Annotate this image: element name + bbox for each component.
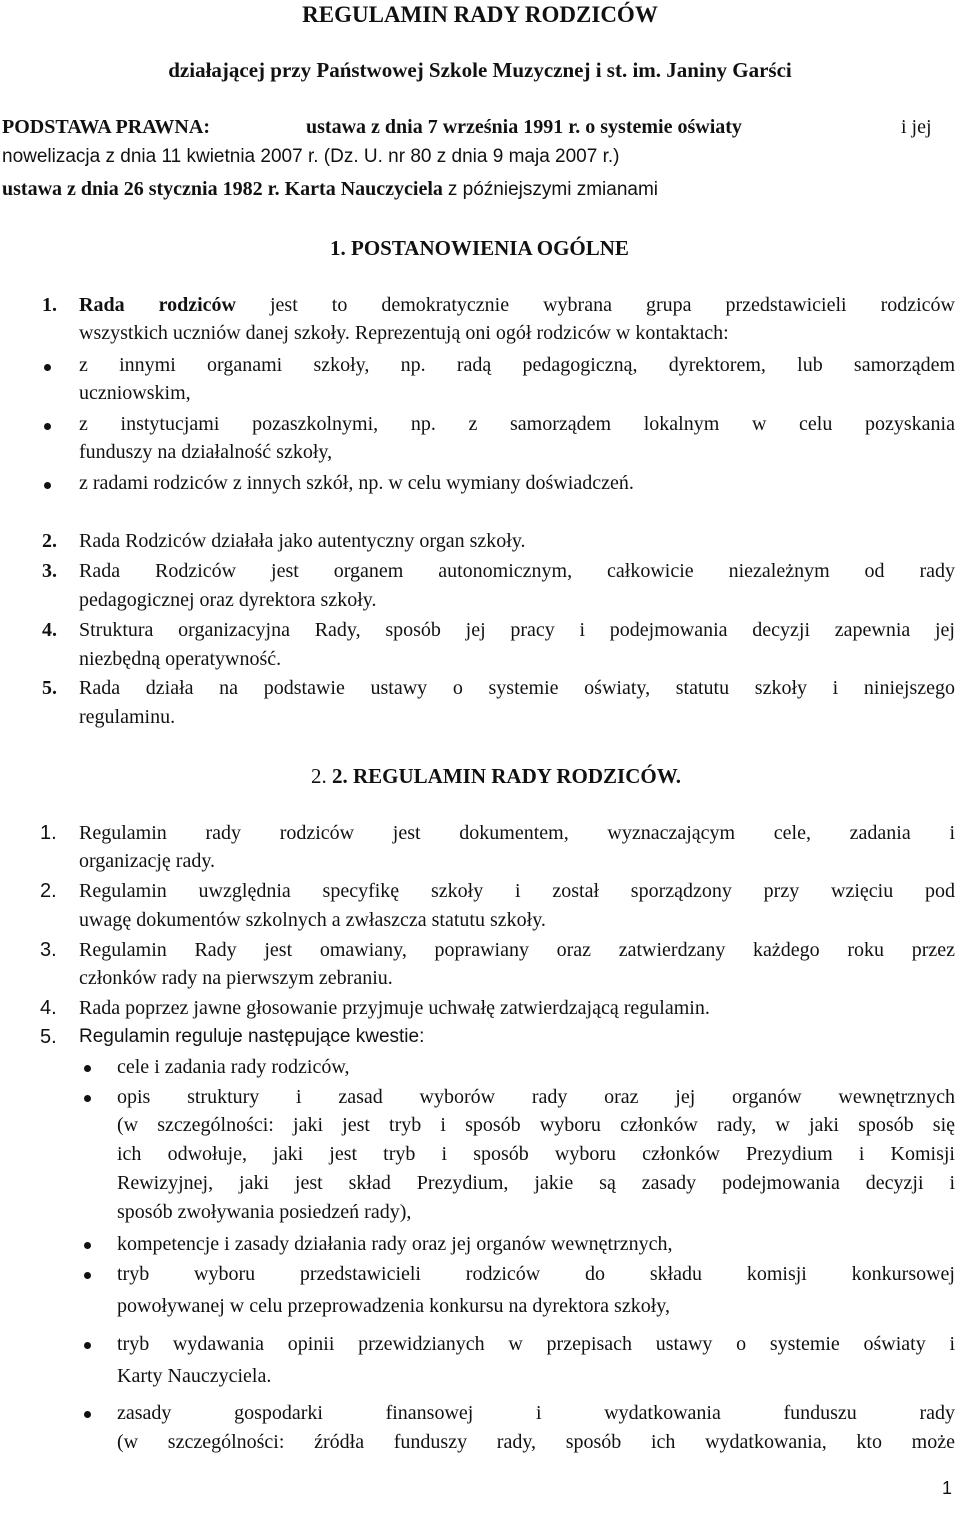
item-number: 5. (40, 1026, 57, 1048)
bullet-icon (44, 364, 51, 371)
bullet-text: zasady gospodarki finansowej i wydatkowania funduszu rady (117, 1402, 955, 1424)
page-number: 1 (941, 1478, 952, 1498)
bullet-text: sposób zwoływania posiedzeń rady), (117, 1201, 412, 1223)
item-number: 4. (40, 997, 57, 1019)
bullet-text: Rewizyjnej, jaki jest skład Prezydium, jakie są zasady podejmowania decyzji i (117, 1172, 955, 1194)
item-text: uwagę dokumentów szkolnych a zwłaszcza statutu szkoły. (79, 909, 546, 931)
item-text: Struktura organizacyjna Rady, sposób jej pracy i podejmowania decyzji zapewnia jej (79, 619, 955, 641)
item-text: Regulamin Rady jest omawiany, poprawiany oraz zatwierdzany każdego roku przez (79, 939, 955, 961)
item-text: Regulamin reguluje następujące kwestie: (79, 1026, 425, 1047)
bullet-icon (84, 1242, 91, 1249)
item-number: 3. (40, 939, 57, 961)
item-number: 1. (40, 822, 57, 844)
bullet-text: opis struktury i zasad wyborów rady oraz jej organów wewnętrznych (117, 1086, 955, 1108)
bullet-text: tryb wydawania opinii przewidzianych w przepisach ustawy o systemie oświaty i (117, 1333, 955, 1355)
section-1-para-1-line-1: Rada rodziców jest to demokratycznie wybrana grupa przedstawicieli rodziców (79, 294, 955, 316)
document-subtitle: działającej przy Państwowej Szkole Muzycznej i st. im. Janiny Garści (168, 58, 792, 82)
bullet-text: z radami rodziców z innych szkół, np. w celu wymiany doświadczeń. (79, 472, 634, 494)
bullet-text: ich odwołuje, jaki jest tryb i sposób wyboru członków Prezydium i Komisji (117, 1143, 955, 1165)
bullet-icon (84, 1342, 91, 1349)
bullet-text: z instytucjami pozaszkolnymi, np. z samorządem lokalnym w celu pozyskania (79, 413, 955, 435)
bullet-text: tryb wyboru przedstawicieli rodziców do składu komisji konkursowej (117, 1263, 955, 1285)
item-text: niezbędną operatywność. (79, 648, 282, 670)
document-title: REGULAMIN RADY RODZICÓW (302, 2, 658, 27)
bullet-text: Karty Nauczyciela. (117, 1365, 272, 1387)
bullet-text: cele i zadania rady rodziców, (117, 1056, 350, 1078)
legal-basis-act-2: ustawa z dnia 26 stycznia 1982 r. Karta Nauczyciela z późniejszymi zmianami (2, 178, 659, 200)
bullet-icon (84, 1095, 91, 1102)
item-number: 1. (42, 294, 57, 316)
bullet-icon (84, 1411, 91, 1418)
legal-basis-label: PODSTAWA PRAWNA: (2, 116, 210, 138)
item-text: Regulamin rady rodziców jest dokumentem, wyznaczającym cele, zadania i (79, 822, 955, 844)
legal-basis-act-1-end: i jej (901, 116, 932, 138)
item-text: Rada poprzez jawne głosowanie przyjmuje uchwałę zatwierdzającą regulamin. (79, 997, 710, 1019)
bullet-icon (44, 423, 51, 430)
legal-basis-amendment: nowelizacja z dnia 11 kwietnia 2007 r. (Dz. U. nr 80 z dnia 9 maja 2007 r.) (2, 146, 620, 167)
section-1-heading: 1. POSTANOWIENIA OGÓLNE (330, 236, 629, 260)
item-text: regulaminu. (79, 706, 176, 728)
bullet-text: uczniowskim, (79, 382, 191, 404)
bullet-icon (84, 1065, 91, 1072)
item-number: 2. (42, 530, 57, 552)
legal-basis-act-1: ustawa z dnia 7 września 1991 r. o systemie oświaty (306, 116, 742, 138)
bullet-text: (w szczególności: jaki jest tryb i sposób wyboru członków rady, w jaki sposób się (117, 1114, 955, 1136)
bullet-icon (84, 1272, 91, 1279)
item-text: Rada działa na podstawie ustawy o systemie oświaty, statutu szkoły i niniejszego (79, 677, 955, 699)
bullet-text: (w szczególności: źródła funduszy rady, sposób ich wydatkowania, kto może (117, 1431, 955, 1453)
bullet-text: powoływanej w celu przeprowadzenia konkursu na dyrektora szkoły, (117, 1295, 670, 1317)
item-number: 4. (42, 619, 57, 641)
bullet-text: z innymi organami szkoły, np. radą pedagogiczną, dyrektorem, lub samorządem (79, 354, 955, 376)
item-text: Rada Rodziców działała jako autentyczny organ szkoły. (79, 530, 526, 552)
item-text: Regulamin uwzględnia specyfikę szkoły i został sporządzony przy wzięciu pod (79, 880, 955, 902)
item-text: członków rady na pierwszym zebraniu. (79, 967, 393, 989)
item-number: 3. (42, 560, 57, 582)
item-text: pedagogicznej oraz dyrektora szkoły. (79, 589, 377, 611)
item-text: Rada Rodziców jest organem autonomicznym, całkowicie niezależnym od rady (79, 560, 955, 582)
item-text: organizację rady. (79, 850, 216, 872)
item-number: 5. (42, 677, 57, 699)
section-2-heading: 2. 2. REGULAMIN RADY RODZICÓW. (311, 764, 682, 788)
section-1-para-1-line-2: wszystkich uczniów danej szkoły. Reprezentują oni ogół rodziców w kontaktach: (79, 322, 729, 344)
bullet-text: kompetencje i zasady działania rady oraz jej organów wewnętrznych, (117, 1233, 673, 1255)
item-number: 2. (40, 880, 57, 902)
bullet-text: funduszy na działalność szkoły, (79, 441, 333, 463)
bullet-icon (44, 482, 51, 489)
